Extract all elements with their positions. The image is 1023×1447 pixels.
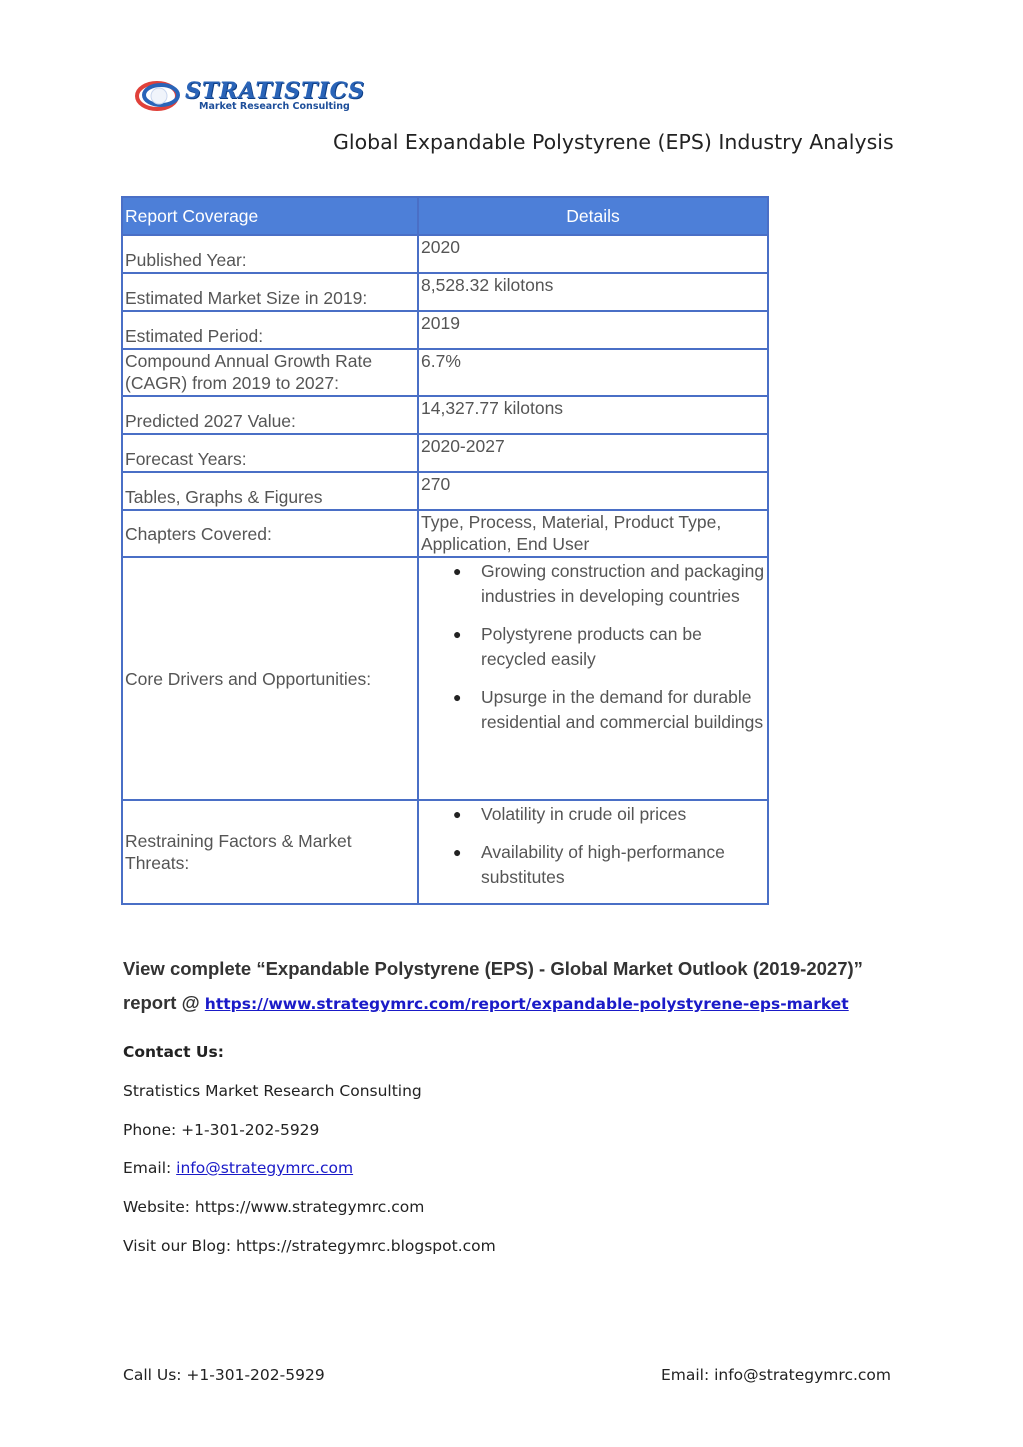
contact-heading: Contact Us: — [123, 1043, 224, 1061]
table-row — [122, 396, 768, 434]
list-item: ● Polystyrene products can be recycled easily — [453, 624, 702, 669]
row-label: Tables, Graphs & Figures — [122, 472, 418, 510]
drivers-list-cell — [418, 557, 768, 800]
bullet-icon: ● — [453, 689, 462, 705]
row-value: 2020-2027 — [418, 434, 768, 472]
row-value: 6.7% — [418, 349, 768, 396]
contact-company: Stratistics Market Research Consulting — [123, 1082, 422, 1100]
list-item: ● Volatility in crude oil prices — [421, 802, 765, 827]
table-row — [122, 472, 768, 510]
list-item: ● Growing construction and packaging industries in developing countries — [453, 561, 765, 606]
table-row — [122, 273, 768, 311]
table-row — [122, 510, 768, 557]
table-row — [122, 349, 768, 396]
row-value: 2019 — [418, 311, 768, 349]
bullet-icon: ● — [453, 563, 462, 579]
logo-brand: STRATISTICS — [185, 78, 366, 104]
row-value: 14,327.77 kilotons — [418, 396, 768, 434]
footer-email: Email: info@strategymrc.com — [660, 1366, 891, 1384]
view-report-text: View complete “Expandable Polystyrene (EPS) - Global Market Outlook (2019-2027)” report @ — [123, 958, 863, 1013]
table-row — [122, 235, 768, 273]
restraints-list-cell — [418, 800, 768, 904]
row-label: Forecast Years: — [122, 434, 418, 472]
row-label: Predicted 2027 Value: — [122, 396, 418, 434]
row-label: Chapters Covered: — [122, 510, 418, 557]
row-label: Published Year: — [122, 235, 418, 273]
report-coverage-table — [121, 196, 769, 905]
table-row-drivers — [122, 557, 768, 800]
list-item: ● Upsurge in the demand for durable residential and commercial buildings — [453, 687, 764, 732]
table-row — [122, 311, 768, 349]
table-row-restraints — [122, 800, 768, 904]
contact-email-link[interactable]: info@strategymrc.com — [176, 1159, 354, 1177]
row-value: 270 — [418, 472, 768, 510]
logo-tagline: Market Research Consulting — [199, 101, 350, 112]
table-row — [122, 434, 768, 472]
bullet-icon: ● — [453, 806, 462, 822]
table-header-row — [122, 197, 768, 235]
row-value: 8,528.32 kilotons — [418, 273, 768, 311]
logo-mark-icon — [135, 78, 183, 114]
view-report-paragraph — [123, 952, 893, 1021]
drivers-list — [421, 559, 765, 735]
header-coverage: Report Coverage — [122, 197, 418, 235]
list-item: ● Availability of high-performance substitutes — [453, 842, 725, 887]
contact-phone: Phone: +1-301-202-5929 — [123, 1121, 320, 1139]
bullet-icon: ● — [453, 844, 462, 860]
report-link[interactable]: https://www.strategymrc.com/report/expandable-polystyrene-eps-market — [204, 995, 849, 1013]
row-value: Type, Process, Material, Product Type, Application, End User — [418, 510, 768, 557]
contact-blog: Visit our Blog: https://strategymrc.blogspot.com — [123, 1237, 496, 1255]
bullet-icon: ● — [453, 626, 462, 642]
header-details: Details — [418, 197, 768, 235]
contact-email-line — [123, 1159, 353, 1177]
contact-email-label: Email: — [123, 1159, 172, 1177]
company-logo — [135, 78, 365, 118]
row-value: 2020 — [418, 235, 768, 273]
restraints-list — [421, 802, 765, 890]
row-label: Estimated Market Size in 2019: — [122, 273, 418, 311]
row-label: Estimated Period: — [122, 311, 418, 349]
row-label: Restraining Factors & Market Threats: — [122, 800, 418, 904]
row-label: Compound Annual Growth Rate (CAGR) from 2019 to 2027: — [122, 349, 418, 396]
row-label: Core Drivers and Opportunities: — [122, 557, 418, 800]
document-title: Global Expandable Polystyrene (EPS) Industry Analysis — [333, 130, 894, 154]
footer-call: Call Us: +1-301-202-5929 — [123, 1366, 325, 1384]
contact-website: Website: https://www.strategymrc.com — [123, 1198, 425, 1216]
